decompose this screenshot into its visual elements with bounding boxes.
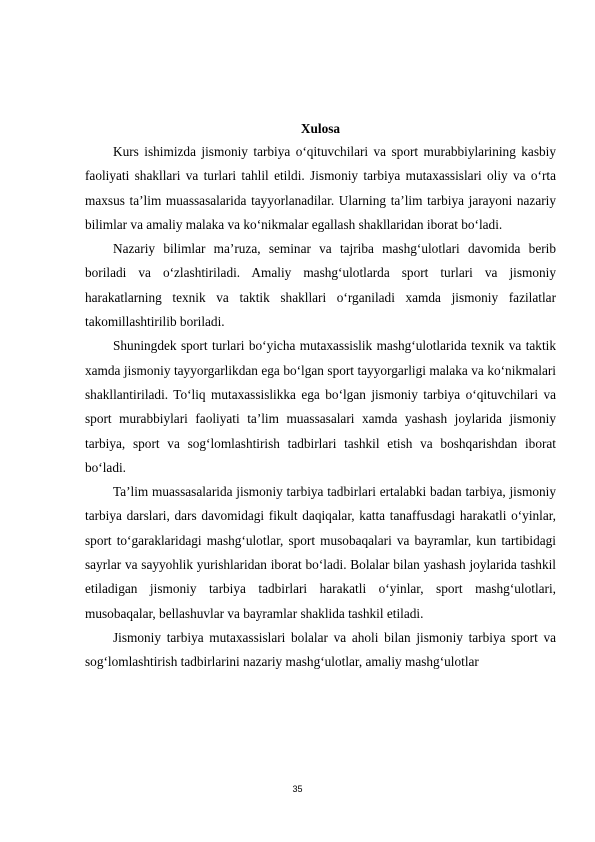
paragraph-1: Kurs ishimizda jismoniy tarbiya o‘qituvchilari va sport murabbiylarining kasbiy faoliyati shakllari va turlari tahlil etildi. Jismoniy tarbiya mutaxassislari oliy va o‘rta maxsus ta’lim muassasalarida tayyorlanadilar. Ularning ta’lim tarbiya jarayoni nazariy bilimlar va amaliy malaka va ko‘nikmalar egallash shakllaridan iborat bo‘ladi. (85, 144, 556, 232)
paragraph-5: Jismoniy tarbiya mutaxassislari bolalar va aholi bilan jismoniy tarbiya sport va sog‘lomlashtirish tadbirlarini nazariy mashg‘ulotlar, amaliy mashg‘ulotlar (85, 629, 556, 670)
paragraph-3: Shuningdek sport turlari bo‘yicha mutaxassislik mashg‘ulotlarida texnik va taktik xamda jismoniy tayyorgarlikdan ega bo‘lgan sport tayyorgarligi malaka va ko‘nikmalari shakllantiriladi. To‘liq mutaxassislikka ega bo‘lgan jismoniy tarbiya o‘qituvchilari va sport murabbiylari faoliyati ta’lim muassasalari xamda yashash joylarida jismoniy tarbiya, sport va sog‘lomlashtirish tadbirlari tashkil etish va boshqarishdan iborat bo‘ladi. (85, 338, 556, 475)
document-page (85, 118, 556, 675)
paragraph-2: Nazariy bilimlar ma’ruza, seminar va tajriba mashg‘ulotlari davomida berib boriladi va o‘zlashtiriladi. Amaliy mashg‘ulotlarda sport turlari va jismoniy harakatlarning texnik va taktik shakllari o‘rganiladi xamda jismoniy fazilatlar takomillashtirilib boriladi. (85, 241, 556, 330)
paragraph-4: Ta’lim muassasalarida jismoniy tarbiya tadbirlari ertalabki badan tarbiya, jismoniy tarbiya darslari, dars davomidagi fikult daqiqalar, katta tanaffusdagi harakatli o‘yinlar, sport to‘garaklaridagi mashg‘ulotlar, sport musobaqalari va bayramlar, kun tartibidagi sayrlar va sayyohlik yurishlaridan iborat bo‘ladi. Bolalar bilan yashash joylarida tashkil etiladigan jismoniy tarbiya tadbirlari harakatli o‘yinlar, sport mashg‘ulotlari, musobaqalar, bellashuvlar va bayramlar shaklida tashkil etiladi. (85, 484, 556, 621)
document-title: Xulosa (300, 121, 341, 136)
page-number: 35 (292, 784, 303, 794)
